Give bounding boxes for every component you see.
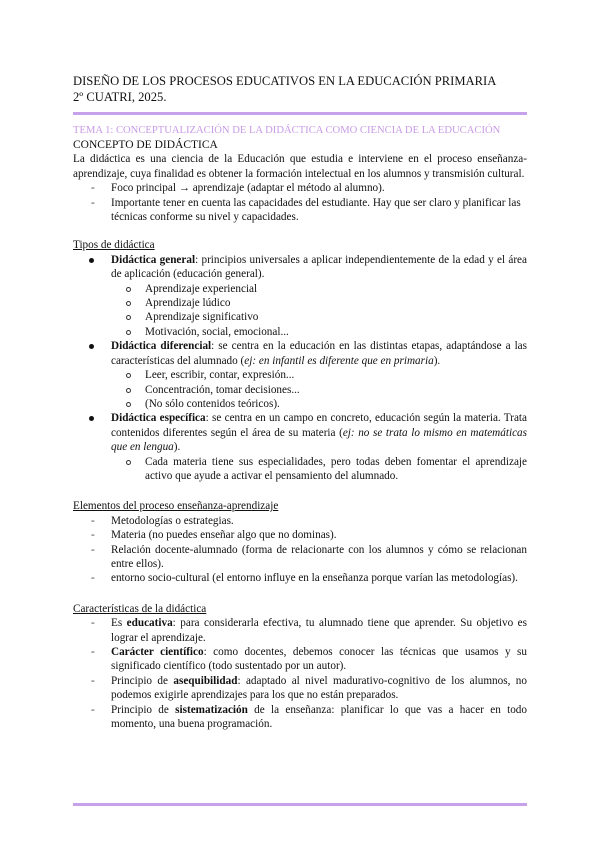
circle-bullet-icon: [126, 287, 131, 292]
bullet-icon: [89, 344, 94, 349]
term-description: : principios universales a aplicar independientemente de la edad y el área de aplicación (educación general).: [111, 253, 527, 281]
top-divider: [73, 112, 527, 115]
concept-paragraph: La didáctica es una ciencia de la Educación que estudia e interviene en el proceso enseñanza-aprendizaje, cuya finalidad es obtener la formación intelectual en los alumnos y transmisión cultural.: [73, 153, 527, 180]
list-item: [111, 411, 527, 483]
elementos-heading: Elementos del proceso enseñanza-aprendizaje: [73, 500, 279, 513]
term-description-end: ).: [433, 354, 441, 367]
circle-bullet-icon: [126, 330, 131, 335]
caracteristicas-list: [73, 616, 527, 731]
list-item: [145, 310, 527, 324]
sub-item-text: Motivación, social, emocional...: [145, 325, 289, 338]
sub-list: [111, 282, 527, 340]
term-description-end: ).: [173, 441, 181, 454]
document-subtitle: 2º CUATRI, 2025.: [73, 90, 167, 104]
list-item: [145, 282, 527, 296]
caracteristicas-heading: Características de la didáctica: [73, 602, 207, 615]
tipos-heading: Tipos de didáctica: [73, 239, 155, 252]
sub-item-text: (No sólo contenidos teóricos).: [145, 397, 280, 410]
circle-bullet-icon: [126, 460, 131, 465]
list-item: [145, 397, 527, 411]
term: educativa: [126, 617, 173, 630]
list-item: [111, 616, 527, 645]
list-item: - Foco principal → aprendizaje (adaptar el método al alumno).: [111, 181, 527, 195]
sub-item-text: Aprendizaje experiencial: [145, 282, 258, 295]
term-description: : para considerarla efectiva, tu alumnado tiene que aprender. Su objetivo es lograr el aprendizaje.: [111, 617, 527, 644]
list-item: - Metodologías o estrategias.: [111, 514, 527, 528]
tipos-list: [73, 253, 527, 484]
circle-bullet-icon: [126, 301, 131, 306]
circle-bullet-icon: [126, 402, 131, 407]
sub-list: [111, 455, 527, 484]
sub-item-text: Leer, escribir, contar, expresión...: [145, 369, 295, 382]
concept-heading: CONCEPTO DE DIDÁCTICA: [73, 139, 218, 151]
term: sistematización: [175, 703, 248, 716]
item-prefix: Es: [111, 617, 127, 630]
term: Didáctica general: [111, 253, 196, 266]
term-description: : adaptado al nivel madurativo-cognitivo de los alumnos, no podemos exigirle aprendizajes para los que no están preparados.: [111, 674, 527, 702]
bottom-divider: [73, 803, 527, 806]
list-item: [111, 645, 527, 674]
list-item: [111, 253, 527, 339]
list-item: [145, 455, 527, 484]
circle-bullet-icon: [126, 388, 131, 393]
circle-bullet-icon: [126, 373, 131, 378]
list-item: - Relación docente-alumnado (forma de relacionarte con los alumnos y cómo se relacionan entre ellos).: [111, 543, 527, 572]
elementos-list: [73, 514, 527, 586]
document-body: [73, 124, 527, 731]
concept-list: [73, 181, 527, 224]
example-text: ej: no se trata lo mismo en matemáticas que en lengua: [111, 426, 527, 454]
circle-bullet-icon: [126, 315, 131, 320]
sub-item-text: Aprendizaje significativo: [145, 311, 259, 324]
term-description: : se centra en un campo en concreto, educación según la materia. Trata contenidos diferentes según el área de su materia (: [111, 412, 528, 439]
term: Carácter científico: [111, 646, 204, 658]
list-item: - Materia (no puedes enseñar algo que no dominas).: [111, 528, 527, 542]
term: asequibilidad: [173, 674, 238, 687]
sub-item-text: Cada materia tiene sus especialidades, pero todas deben fomentar el aprendizaje activo que ayude a activar el pensamiento del alumnado.: [145, 455, 527, 482]
list-item: [145, 325, 527, 339]
bullet-icon: [89, 416, 94, 421]
sub-item-text: Concentración, tomar decisiones...: [145, 383, 300, 396]
item-prefix: Principio de: [111, 674, 174, 687]
term: Didáctica específica: [111, 412, 206, 425]
topic-heading: TEMA 1: CONCEPTUALIZACIÓN DE LA DIDÁCTICA COMO CIENCIA DE LA EDUCACIÓN: [73, 125, 501, 136]
list-item: [111, 339, 527, 411]
list-item: - Importante tener en cuenta las capacidades del estudiante. Hay que ser claro y planificar las técnicas conforme su nivel y capacidades.: [111, 196, 527, 225]
item-prefix: Principio de: [111, 703, 176, 716]
list-item: - entorno socio-cultural (el entorno influye en la enseñanza porque varían las metodologías).: [111, 571, 527, 585]
term: Didáctica diferencial: [111, 340, 212, 353]
list-item: [145, 383, 527, 397]
term-description: : se centra en la educación en las distintas etapas, adaptándose a las características del alumnado (: [111, 340, 527, 367]
example-text: ej: en infantil es diferente que en primaria: [244, 354, 434, 367]
document-title: DISEÑO DE LOS PROCESOS EDUCATIVOS EN LA EDUCACIÓN PRIMARIA: [73, 74, 497, 88]
list-item: [145, 296, 527, 310]
sub-list: [111, 368, 527, 411]
list-item: [111, 674, 527, 703]
sub-item-text: Aprendizaje lúdico: [145, 297, 231, 310]
term-description: de la enseñanza: planificar lo que vas a hacer en todo momento, una buena programación.: [111, 703, 527, 731]
list-item: [145, 368, 527, 382]
list-item: [111, 703, 527, 732]
bullet-icon: [89, 258, 94, 263]
term-description: : como docentes, debemos conocer las técnicas que usamos y su significado científico (todo sustentado por un autor).: [111, 646, 527, 673]
